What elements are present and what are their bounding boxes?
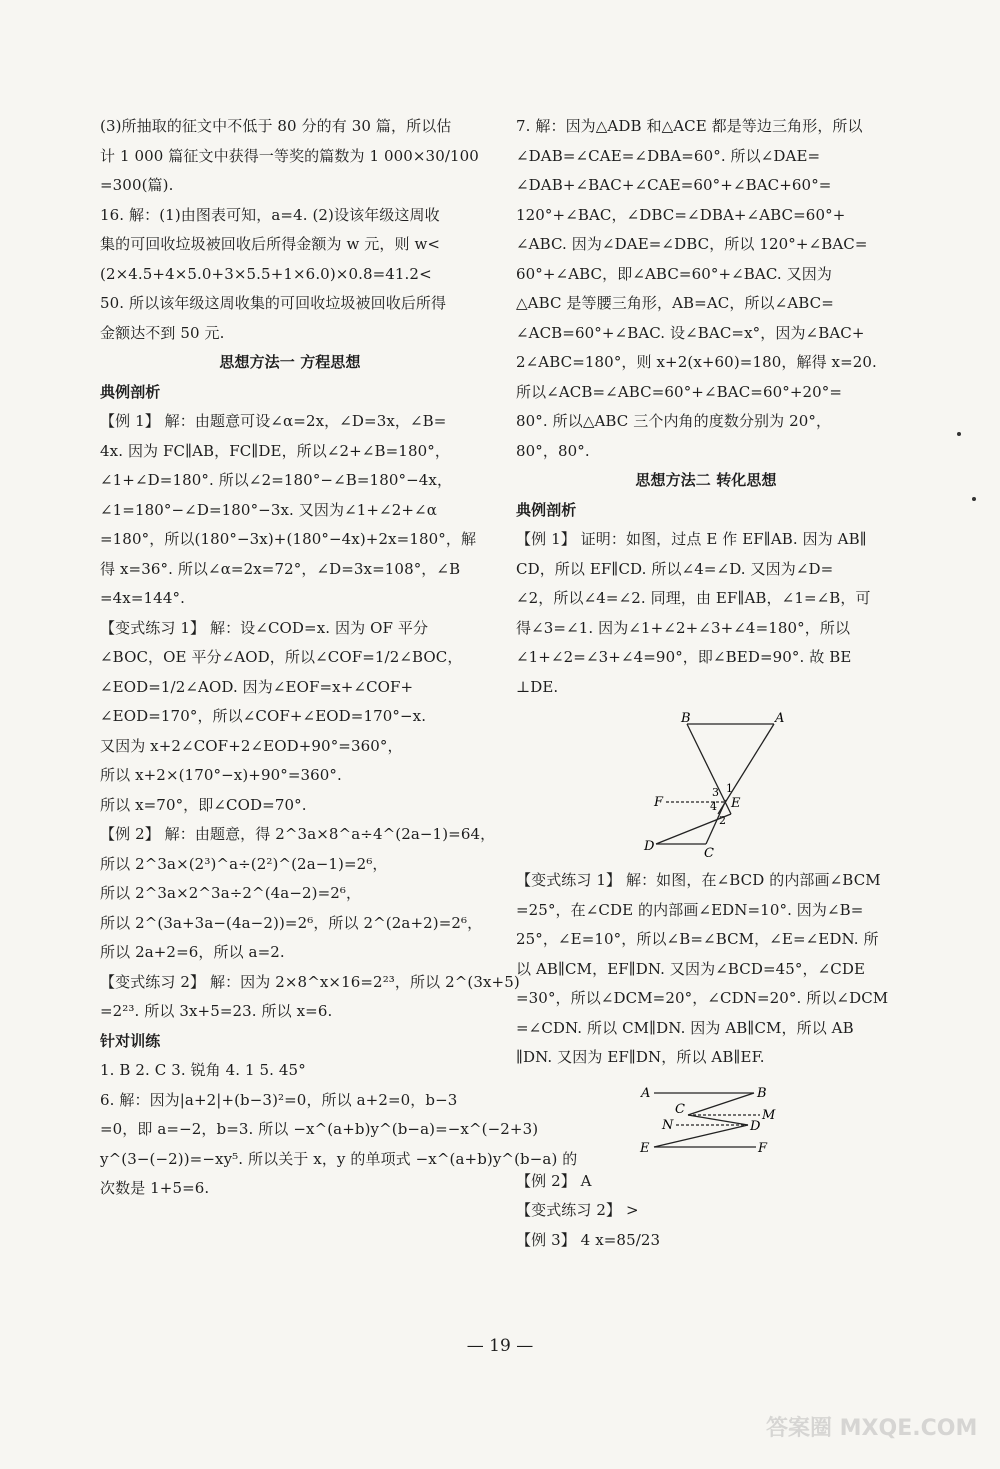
text-line: ∠2，所以∠4=∠2. 同理，由 EF∥AB，∠1=∠B，可 xyxy=(516,589,871,607)
text-line: 【例 1】 解：由题意可设∠α=2x，∠D=3x，∠B= xyxy=(100,412,447,430)
watermark-logo xyxy=(766,1395,986,1459)
text-line: 又因为 x+2∠COF+2∠EOD+90°=360°， xyxy=(100,736,403,755)
text-line: 25°，∠E=10°，所以∠B=∠BCM，∠E=∠EDN. 所 xyxy=(516,930,879,948)
text-line: ∠1+∠D=180°. 所以∠2=180°−∠B=180°−4x， xyxy=(100,471,453,489)
text-line: 计 1 000 篇征文中获得一等奖的篇数为 1 000×30/100 xyxy=(100,146,479,165)
text-line: ∠DAB+∠BAC+∠CAE=60°+∠BAC+60°= xyxy=(516,176,832,194)
fig1-label-B: B xyxy=(681,712,691,726)
fig2-label-C: C xyxy=(675,1101,685,1117)
text-line: 所以 x=70°，即∠COD=70°. xyxy=(100,795,307,814)
text-line: 16. 解：(1)由图表可知，a=4. (2)设该年级这周收 xyxy=(100,205,440,224)
text-line: 思想方法二 转化思想 xyxy=(635,471,777,489)
text-line: ∠BOC，OE 平分∠AOD，所以∠COF=1/2∠BOC， xyxy=(100,648,463,666)
text-line: 7. 解：因为△ADB 和△ACE 都是等边三角形，所以 xyxy=(516,117,863,135)
text-line: 80°，80°. xyxy=(516,441,590,460)
text-line: CD，所以 EF∥CD. 所以∠4=∠D. 又因为∠D= xyxy=(516,559,834,578)
fig1-label-D: D xyxy=(644,839,655,854)
text-line: (3)所抽取的征文中不低于 80 分的有 30 篇，所以估 xyxy=(100,117,452,135)
fig1-angle-3: 3 xyxy=(712,786,719,799)
text-line: =2²³. 所以 3x+5=23. 所以 x=6. xyxy=(100,1002,333,1020)
text-line: 【例 1】 证明：如图，过点 E 作 EF∥AB. 因为 AB∥ xyxy=(516,530,867,548)
figure-parallel-lines-bed xyxy=(516,712,896,862)
text-line: 以 AB∥CM，EF∥DN. 又因为∠BCD=45°，∠CDE xyxy=(516,959,866,978)
figure-zigzag-ab-ef xyxy=(516,1083,896,1163)
fig2-label-N: N xyxy=(662,1117,674,1133)
text-line: 所以 2^(3a+3a−(4a−2))=2⁶，所以 2^(2a+2)=2⁶， xyxy=(100,913,483,932)
fig2-label-E: E xyxy=(640,1140,650,1156)
fig1-label-F: F xyxy=(654,795,664,810)
text-line: 6. 解：因为|a+2|+(b−3)²=0，所以 a+2=0，b−3 xyxy=(100,1090,458,1109)
text-line: 【例 2】 A xyxy=(516,1171,592,1190)
text-line: 【变式练习 1】 解：如图，在∠BCD 的内部画∠BCM xyxy=(516,871,881,889)
text-line: ∠DAB=∠CAE=∠DBA=60°. 所以∠DAE= xyxy=(516,146,821,165)
text-line: 典例剖析 xyxy=(100,382,161,401)
fig1-angle-2: 2 xyxy=(719,814,726,827)
text-line: ∠ABC. 因为∠DAE=∠DBC，所以 120°+∠BAC= xyxy=(516,235,868,253)
text-line: 所以 2^3a×2^3a÷2^(4a−2)=2⁶， xyxy=(100,884,362,902)
text-line: 【例 2】 解：由题意，得 2^3a×8^a÷4^(2a−1)=64， xyxy=(100,825,496,843)
text-line: 【变式练习 1】 解：设∠COD=x. 因为 OF 平分 xyxy=(100,618,429,637)
text-line: 针对训练 xyxy=(100,1031,161,1050)
text-line: 所以 2^3a×(2³)^a÷(2²)^(2a−1)=2⁶， xyxy=(100,854,388,873)
text-line: 得∠3=∠1. 因为∠1+∠2+∠3+∠4=180°，所以 xyxy=(516,618,851,637)
text-line: 集的可回收垃圾被回收后所得金额为 w 元，则 w< xyxy=(100,235,441,253)
text-line: 得 x=36°. 所以∠α=2x=72°，∠D=3x=108°，∠B xyxy=(100,559,461,578)
text-line: =25°，在∠CDE 的内部画∠EDN=10°. 因为∠B= xyxy=(516,900,864,919)
fig1-label-A: A xyxy=(775,712,785,726)
fig2-label-A: A xyxy=(641,1085,651,1101)
fig2-label-D: D xyxy=(750,1118,761,1134)
text-line: 1. B 2. C 3. 锐角 4. 1 5. 45° xyxy=(100,1061,306,1079)
text-line: =4x=144°. xyxy=(100,589,185,607)
text-line: =180°，所以(180°−3x)+(180°−4x)+2x=180°，解 xyxy=(100,530,477,548)
fig2-label-M: M xyxy=(762,1107,776,1123)
text-line: ∥DN. 又因为 EF∥DN，所以 AB∥EF. xyxy=(516,1048,765,1066)
text-line: =300(篇). xyxy=(100,176,174,194)
text-line: 【变式练习 2】 解：因为 2×8^x×16=2²³，所以 2^(3x+5) xyxy=(100,972,520,991)
text-line: △ABC 是等腰三角形，AB=AC，所以∠ABC= xyxy=(516,294,834,312)
text-line: ∠1+∠2=∠3+∠4=90°，即∠BED=90°. 故 BE xyxy=(516,648,852,666)
text-line: 80°. 所以△ABC 三个内角的度数分别为 20°， xyxy=(516,412,832,430)
text-line: 60°+∠ABC，即∠ABC=60°+∠BAC. 又因为 xyxy=(516,264,832,283)
text-line: 金额达不到 50 元. xyxy=(100,323,225,342)
text-line: 所以 x+2×(170°−x)+90°=360°. xyxy=(100,766,342,784)
watermark-text: 答案圈 MXQE.COM xyxy=(766,1416,978,1441)
text-line: 【变式练习 2】 > xyxy=(516,1201,639,1219)
fig1-angle-4: 4 xyxy=(710,800,717,813)
text-line: 典例剖析 xyxy=(516,500,577,519)
margin-dot xyxy=(957,432,961,436)
text-line: ∠EOD=1/2∠AOD. 因为∠EOF=x+∠COF+ xyxy=(100,677,414,696)
fig1-label-C: C xyxy=(704,846,714,861)
text-line: 2∠ABC=180°，则 x+2(x+60)=180，解得 x=20. xyxy=(516,353,877,371)
fig2-label-F: F xyxy=(758,1140,768,1156)
text-line: ∠1=180°−∠D=180°−3x. 又因为∠1+∠2+∠α xyxy=(100,500,437,519)
text-line: 所以∠ACB=∠ABC=60°+∠BAC=60°+20°= xyxy=(516,382,843,401)
text-line: =0，即 a=−2，b=3. 所以 −x^(a+b)y^(b−a)=−x^(−2+3) xyxy=(100,1120,539,1138)
margin-dot xyxy=(972,497,976,501)
text-line: ∠EOD=170°，所以∠COF+∠EOD=170°−x. xyxy=(100,707,427,725)
page-number: — 19 — xyxy=(466,1336,534,1356)
text-line: (2×4.5+4×5.0+3×5.5+1×6.0)×0.8=41.2< xyxy=(100,264,432,283)
text-line: 思想方法一 方程思想 xyxy=(219,353,361,371)
fig2-label-B: B xyxy=(757,1085,767,1101)
right-column xyxy=(516,112,896,1255)
text-line: ∠ACB=60°+∠BAC. 设∠BAC=x°，因为∠BAC+ xyxy=(516,323,865,342)
fig1-label-E: E xyxy=(731,796,741,811)
text-line: 【例 3】 4 x=85/23 xyxy=(516,1230,661,1249)
text-line: =∠CDN. 所以 CM∥DN. 因为 AB∥CM，所以 AB xyxy=(516,1018,854,1037)
text-line: 4x. 因为 FC∥AB，FC∥DE，所以∠2+∠B=180°， xyxy=(100,441,450,460)
text-line: =30°，所以∠DCM=20°，∠CDN=20°. 所以∠DCM xyxy=(516,989,889,1007)
text-line: y^(3−(−2))=−xy⁵. 所以关于 x，y 的单项式 −x^(a+b)y^(b−a) 的 xyxy=(100,1149,578,1168)
text-line: 120°+∠BAC，∠DBC=∠DBA+∠ABC=60°+ xyxy=(516,205,846,224)
text-line: ⊥DE. xyxy=(516,677,559,696)
text-line: 所以 2a+2=6，所以 a=2. xyxy=(100,943,285,961)
text-line: 次数是 1+5=6. xyxy=(100,1179,210,1197)
fig1-angle-1: 1 xyxy=(726,782,733,795)
text-line: 50. 所以该年级这周收集的可回收垃圾被回收后所得 xyxy=(100,294,447,312)
